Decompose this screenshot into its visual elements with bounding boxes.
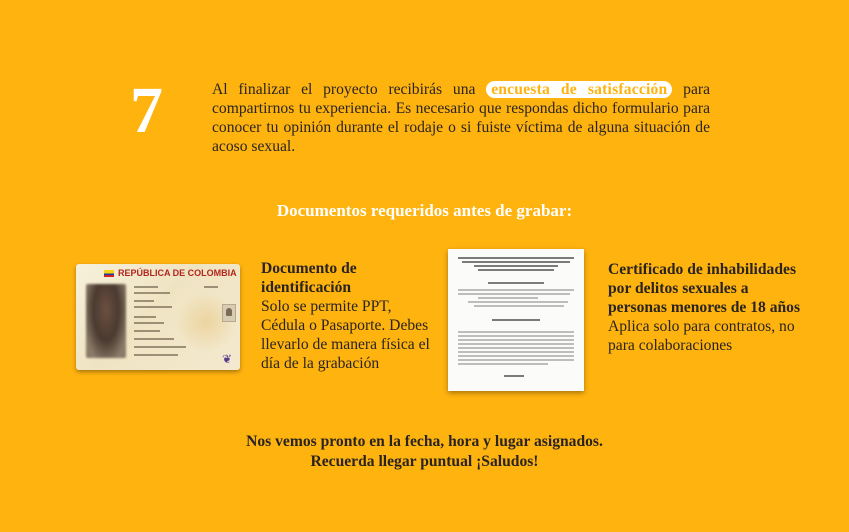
document-id-title: Documento de identificación [261,260,357,296]
colombia-flag-icon [104,270,114,277]
blurred-photo [86,284,126,358]
document-certificate-title: Certificado de inhabilidades por delitos sexuales a personas menores de 18 años [608,261,801,316]
document-certificate-description [608,260,808,355]
footer-message [0,432,849,472]
document-id-description [261,259,431,373]
footer-line-1: Nos vemos pronto en la fecha, hora y lugar asignados. [246,433,603,450]
id-card-icon [76,264,240,370]
documents-heading: Documentos requeridos antes de grabar: [276,201,573,220]
step-number: 7 [130,74,163,147]
step-text-before: Al finalizar el proyecto recibirás una [212,81,487,98]
document-id-body: Solo se permite PPT, Cédula o Pasaporte. Debes llevarlo de manera física el día de la grabación [261,298,430,372]
step-description [212,80,710,156]
step-text-after: para compartirnos tu experiencia. Es necesario que respondas dicho formulario para conocer tu opinión durante el rodaje o si fuiste víctima de alguna situación de acoso sexual. [212,81,710,155]
mini-photo-icon [222,304,236,322]
butterfly-icon: ❦ [222,352,233,366]
id-card-label: REPÚBLICA DE COLOMBIA [118,268,237,278]
document-certificate-body: Aplica solo para contratos, no para colaboraciones [608,318,795,354]
footer-line-2: Recuerda llegar puntual ¡Saludos! [310,453,539,470]
satisfaction-survey-highlight: encuesta de satisfacción [486,81,672,98]
certificate-document-icon [448,249,584,391]
